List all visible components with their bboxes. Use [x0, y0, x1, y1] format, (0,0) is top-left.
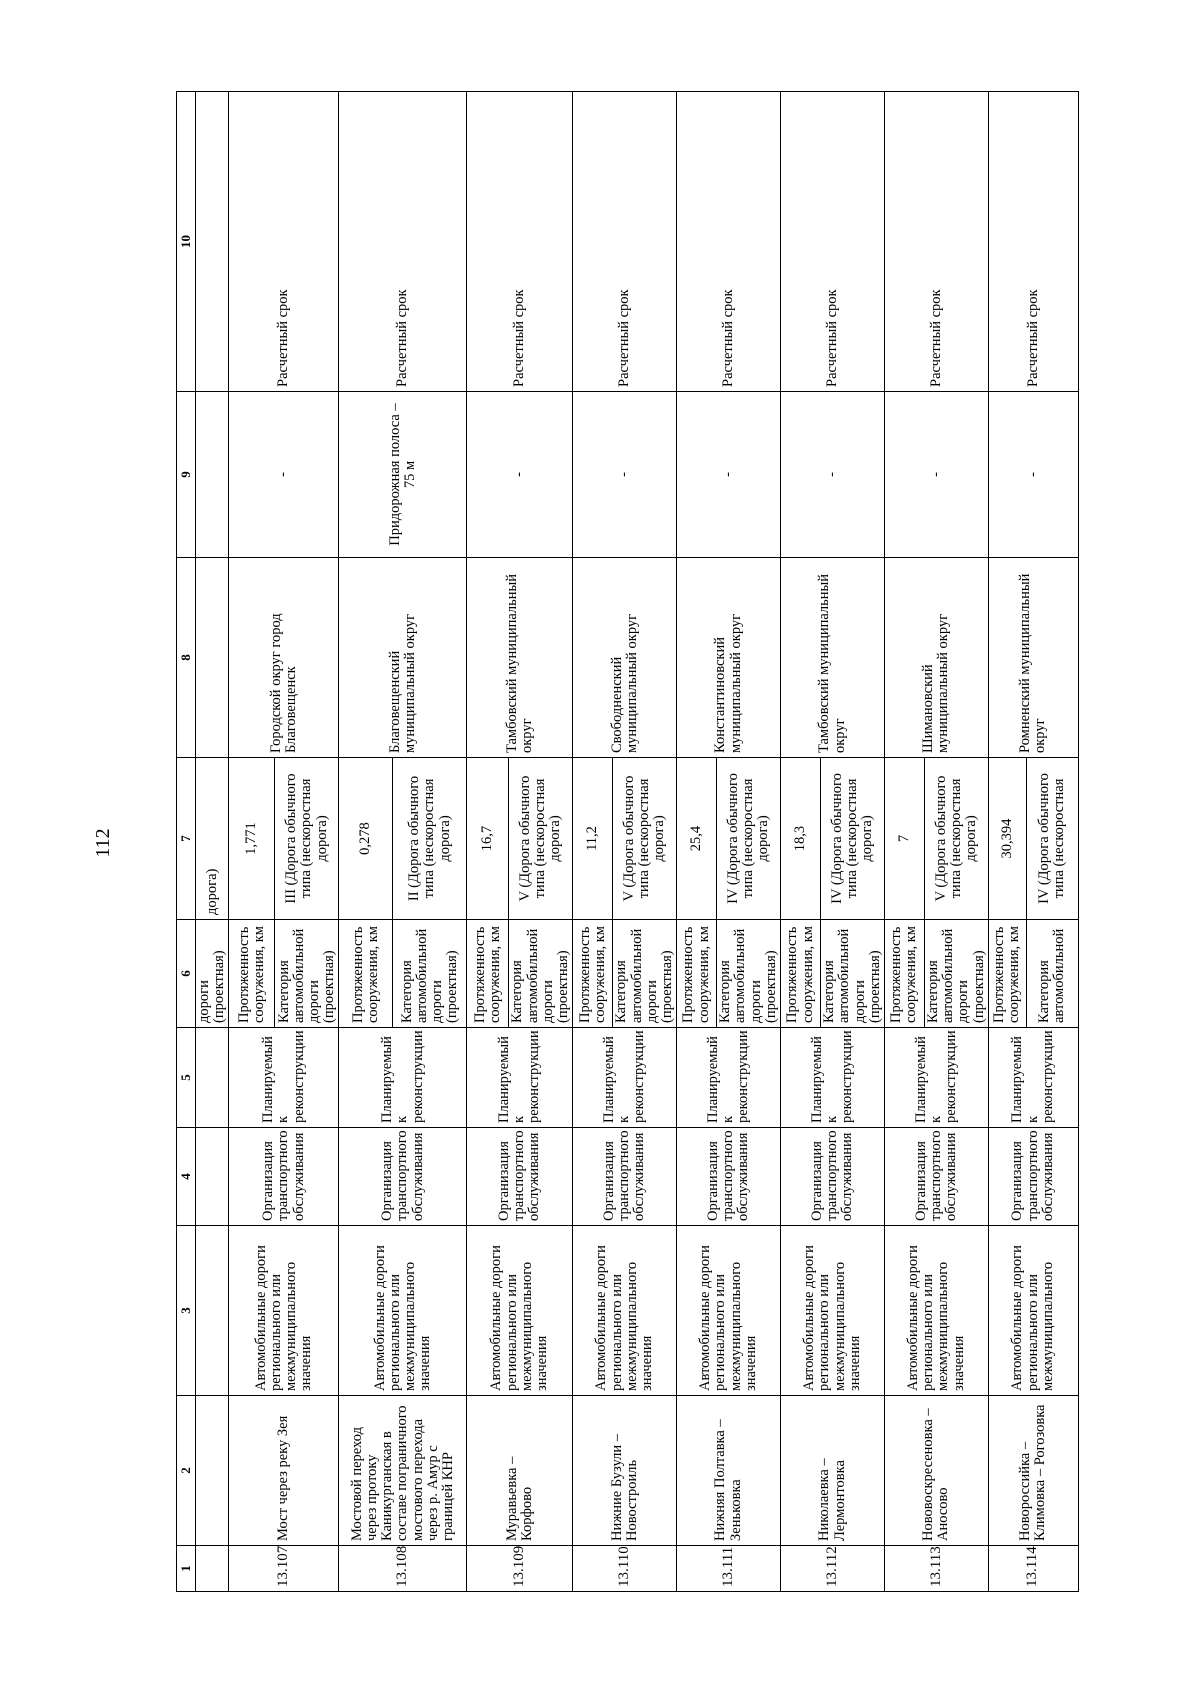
category-value: V (Дорога обычного типа (нескоростная дорога)	[924, 758, 988, 920]
object-location: Тамбовский муниципальный округ	[467, 558, 573, 758]
object-location: Благовещенский муниципальный округ	[339, 558, 467, 758]
column-number-2: 2	[177, 1396, 196, 1546]
object-type: Автомобильные дороги регионального или межмуниципального значения	[573, 1226, 677, 1396]
object-purpose: Организация транспортного обслуживания	[781, 1128, 885, 1226]
object-zone: -	[988, 392, 1078, 558]
table-row	[781, 92, 821, 1592]
object-zone: -	[884, 392, 988, 558]
object-purpose: Организация транспортного обслуживания	[229, 1128, 339, 1226]
object-purpose: Организация транспортного обслуживания	[467, 1128, 573, 1226]
object-zone: -	[467, 392, 573, 558]
column-number-7: 7	[177, 758, 196, 920]
object-zone: -	[229, 392, 339, 558]
data-table	[176, 91, 1079, 1592]
object-name: Нижние Бузули – Новостроиль	[573, 1396, 677, 1546]
object-type: Автомобильные дороги регионального или межмуниципального значения	[677, 1226, 781, 1396]
length-label: Протяженность сооружения, км	[573, 920, 613, 1028]
table-row	[467, 92, 509, 1592]
category-label: Категория автомобильной дороги (проектная)	[509, 920, 573, 1028]
column-number-1: 1	[177, 1546, 196, 1592]
object-type: Автомобильные дороги регионального или межмуниципального	[988, 1226, 1078, 1396]
length-label: Протяженность сооружения, км	[884, 920, 924, 1028]
length-label: Протяженность сооружения, км	[339, 920, 393, 1028]
table-row	[677, 92, 717, 1592]
object-type: Автомобильные дороги регионального или межмуниципального значения	[884, 1226, 988, 1396]
length-value: 30,394	[988, 758, 1026, 920]
column-number-4: 4	[177, 1128, 196, 1226]
object-location: Городской округ город Благовещенск	[229, 558, 339, 758]
object-status: Планируемый к реконструкции	[467, 1028, 573, 1128]
length-value: 18,3	[781, 758, 821, 920]
object-purpose: Организация транспортного обслуживания	[988, 1128, 1078, 1226]
length-value: 25,4	[677, 758, 717, 920]
table-row	[229, 92, 275, 1592]
object-term: Расчетный срок	[229, 92, 339, 392]
object-location: Тамбовский муниципальный округ	[781, 558, 885, 758]
table-row	[573, 92, 613, 1592]
category-label: Категория автомобильной дороги (проектная)	[393, 920, 467, 1028]
continuation-cell-4	[196, 1128, 229, 1226]
object-zone: -	[781, 392, 885, 558]
length-label: Протяженность сооружения, км	[467, 920, 509, 1028]
length-value: 7	[884, 758, 924, 920]
category-value: II (Дорога обычного типа (нескоростная дорога)	[393, 758, 467, 920]
category-value: V (Дорога обычного типа (нескоростная дорога)	[613, 758, 677, 920]
length-value: 16,7	[467, 758, 509, 920]
object-term: Расчетный срок	[677, 92, 781, 392]
object-type: Автомобильные дороги регионального или межмуниципального значения	[339, 1226, 467, 1396]
row-number: 13.112	[781, 1546, 885, 1592]
object-zone: -	[573, 392, 677, 558]
continuation-cell-8	[196, 558, 229, 758]
category-label: Категория автомобильной дороги (проектная)	[275, 920, 339, 1028]
length-value: 1,771	[229, 758, 275, 920]
row-number: 13.111	[677, 1546, 781, 1592]
object-location: Свободненский муниципальный округ	[573, 558, 677, 758]
category-label: Категория автомобильной дороги (проектная)	[821, 920, 885, 1028]
length-label: Протяженность сооружения, км	[781, 920, 821, 1028]
object-status: Планируемый к реконструкции	[229, 1028, 339, 1128]
length-label: Протяженность сооружения, км	[229, 920, 275, 1028]
continuation-cell-7: дорога)	[196, 758, 229, 920]
length-value: 0,278	[339, 758, 393, 920]
object-purpose: Организация транспортного обслуживания	[339, 1128, 467, 1226]
continuation-cell-10	[196, 92, 229, 392]
table-row	[884, 92, 924, 1592]
continuation-cell-6: дороги (проектная)	[196, 920, 229, 1028]
category-value: IV (Дорога обычного типа (нескоростная	[1026, 758, 1078, 920]
continuation-cell-9	[196, 392, 229, 558]
object-term: Расчетный срок	[573, 92, 677, 392]
row-number: 13.109	[467, 1546, 573, 1592]
category-value: IV (Дорога обычного типа (нескоростная дорога)	[717, 758, 781, 920]
category-label: Категория автомобильной дороги (проектная)	[613, 920, 677, 1028]
category-value: V (Дорога обычного типа (нескоростная дорога)	[509, 758, 573, 920]
object-name: Мост через реку Зея	[229, 1396, 339, 1546]
object-name: Муравьевка – Корфово	[467, 1396, 573, 1546]
object-term: Расчетный срок	[467, 92, 573, 392]
object-location: Шимановский муниципальный округ	[884, 558, 988, 758]
row-number: 13.113	[884, 1546, 988, 1592]
length-label: Протяженность сооружения, км	[677, 920, 717, 1028]
row-number: 13.110	[573, 1546, 677, 1592]
column-number-10: 10	[177, 92, 196, 392]
object-status: Планируемый к реконструкции	[781, 1028, 885, 1128]
object-zone: -	[677, 392, 781, 558]
object-status: Планируемый к реконструкции	[677, 1028, 781, 1128]
object-location: Ромненский муниципальный округ	[988, 558, 1078, 758]
object-term: Расчетный срок	[988, 92, 1078, 392]
length-value: 11,2	[573, 758, 613, 920]
continuation-cell-2	[196, 1396, 229, 1546]
object-type: Автомобильные дороги регионального или межмуниципального значения	[467, 1226, 573, 1396]
object-name: Новороссийка – Климовка – Рогозовка	[988, 1396, 1078, 1546]
length-label: Протяженность сооружения, км	[988, 920, 1026, 1028]
table-row	[339, 92, 393, 1592]
object-zone: Придорожная полоса – 75 м	[339, 392, 467, 558]
column-number-9: 9	[177, 392, 196, 558]
object-purpose: Организация транспортного обслуживания	[677, 1128, 781, 1226]
row-number: 13.114	[988, 1546, 1078, 1592]
object-term: Расчетный срок	[781, 92, 885, 392]
table-row	[988, 92, 1026, 1592]
object-name: Мостовой переход через протоку Каникурганская в составе пограничного мостового перехода через р. Амур с границей КНР	[339, 1396, 467, 1546]
row-number: 13.107	[229, 1546, 339, 1592]
object-name: Нововоскресеновка – Аносово	[884, 1396, 988, 1546]
object-purpose: Организация транспортного обслуживания	[884, 1128, 988, 1226]
object-status: Планируемый к реконструкции	[339, 1028, 467, 1128]
column-number-3: 3	[177, 1226, 196, 1396]
column-number-6: 6	[177, 920, 196, 1028]
column-number-row	[177, 92, 196, 1592]
object-term: Расчетный срок	[884, 92, 988, 392]
table-body	[177, 92, 1079, 1592]
category-label: Категория автомобильной дороги (проектная)	[717, 920, 781, 1028]
continuation-cell-3	[196, 1226, 229, 1396]
object-status: Планируемый к реконструкции	[573, 1028, 677, 1128]
row-number: 13.108	[339, 1546, 467, 1592]
continuation-cell-1	[196, 1546, 229, 1592]
object-name: Нижняя Полтавка – Зеньковка	[677, 1396, 781, 1546]
column-number-5: 5	[177, 1028, 196, 1128]
continuation-row	[196, 92, 229, 1592]
category-label: Категория автомобильной	[1026, 920, 1078, 1028]
rotated-table-container	[176, 92, 1166, 1592]
object-type: Автомобильные дороги регионального или межмуниципального значения	[229, 1226, 339, 1396]
object-purpose: Организация транспортного обслуживания	[573, 1128, 677, 1226]
column-number-8: 8	[177, 558, 196, 758]
continuation-cell-5	[196, 1028, 229, 1128]
page-number: 112	[92, 828, 114, 858]
object-location: Константиновский муниципальный округ	[677, 558, 781, 758]
category-value: IV (Дорога обычного типа (нескоростная дорога)	[821, 758, 885, 920]
category-label: Категория автомобильной дороги (проектная)	[924, 920, 988, 1028]
object-status: Планируемый к реконструкции	[884, 1028, 988, 1128]
object-status: Планируемый к реконструкции	[988, 1028, 1078, 1128]
object-term: Расчетный срок	[339, 92, 467, 392]
object-name: Николаевка – Лермонтовка	[781, 1396, 885, 1546]
object-type: Автомобильные дороги регионального или межмуниципального значения	[781, 1226, 885, 1396]
category-value: III (Дорога обычного типа (нескоростная дорога)	[275, 758, 339, 920]
